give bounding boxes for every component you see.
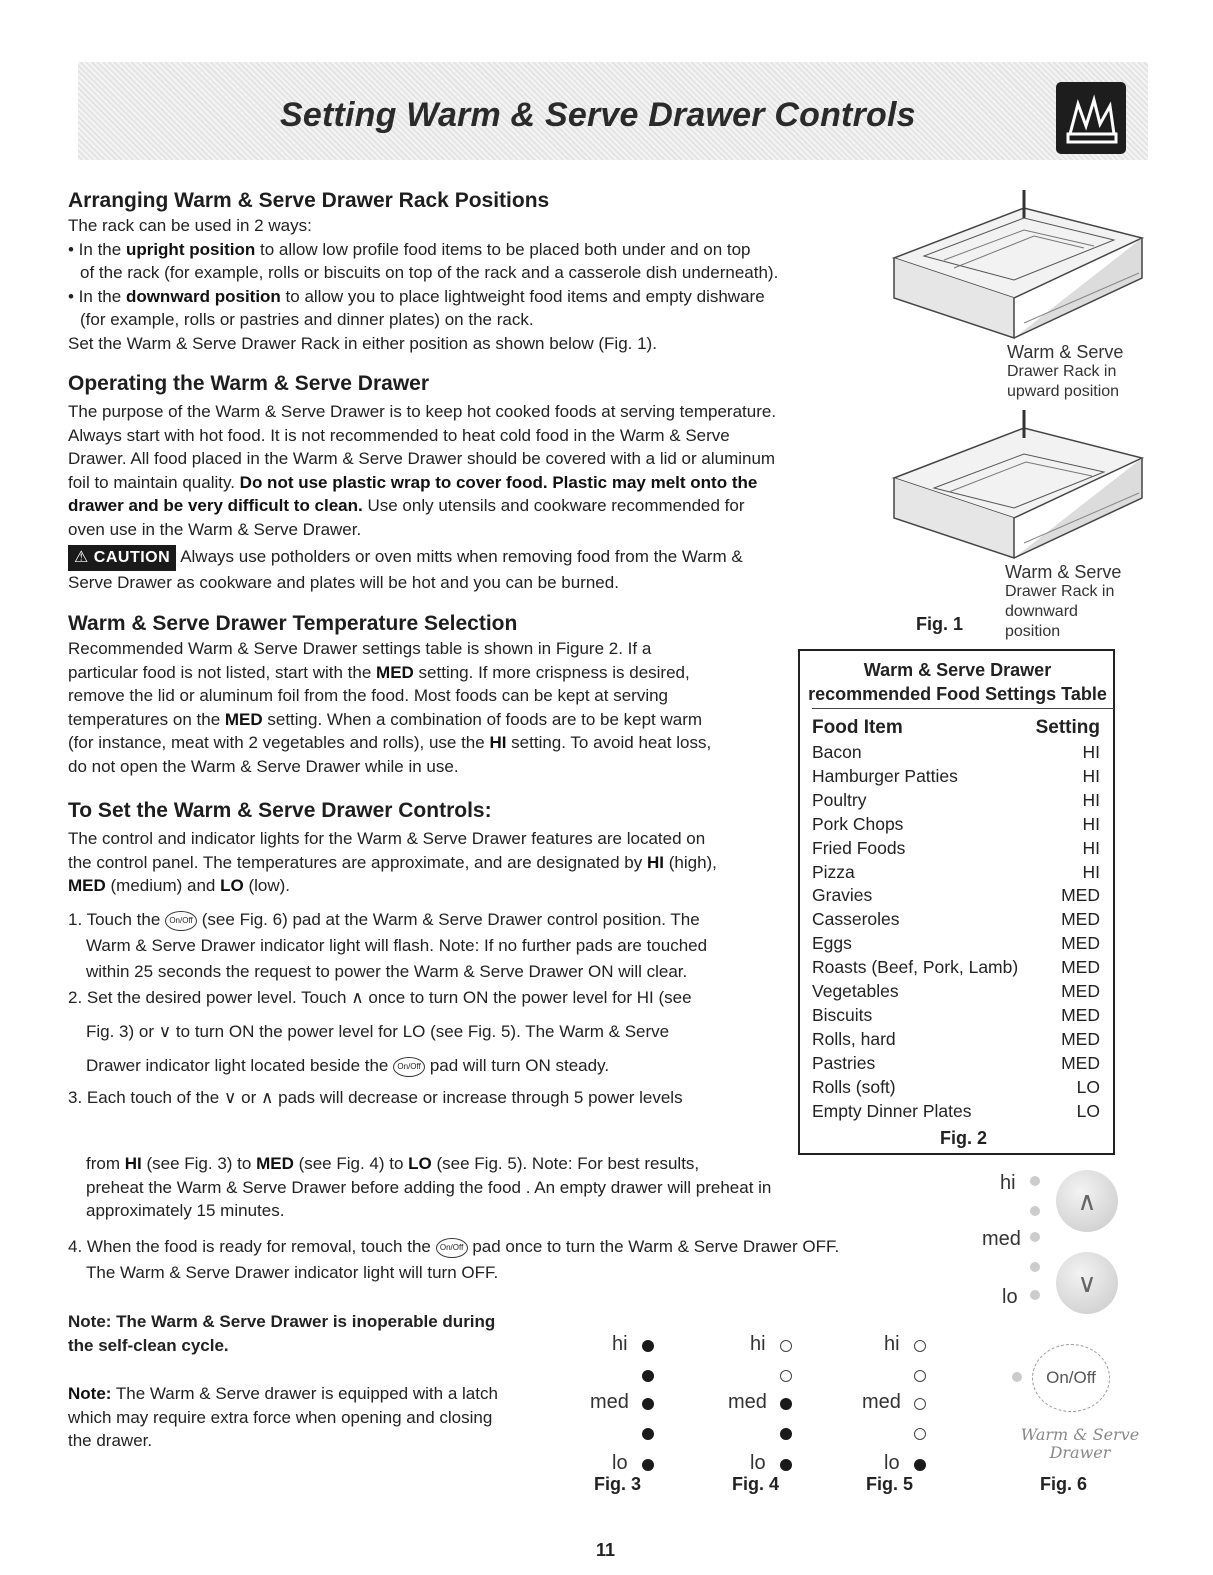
down-pad-button[interactable]: ∨ xyxy=(1056,1252,1118,1314)
text-line: The purpose of the Warm & Serve Drawer is to keep hot cooked foods at serving temperature. xyxy=(68,402,777,421)
indicator-light xyxy=(1030,1290,1040,1300)
lo-label: lo xyxy=(884,1452,900,1474)
indicator-light xyxy=(780,1398,792,1410)
down-arrow-icon: ∨ xyxy=(223,1088,237,1107)
food-item-cell: Casseroles xyxy=(812,909,900,930)
indicator-light xyxy=(780,1459,792,1471)
panel-caption xyxy=(1010,1426,1150,1462)
text-line: approximately 15 minutes. xyxy=(86,1201,285,1220)
indicator-light xyxy=(780,1340,792,1352)
setting-cell: HI xyxy=(1082,837,1100,858)
food-item-cell: Pork Chops xyxy=(812,813,904,834)
table-row xyxy=(812,1051,1100,1075)
text-line: of the rack (for example, rolls or biscuits on top of the rack and a casserole dish underneath). xyxy=(80,263,779,282)
drawer-rack-downward-illustration xyxy=(874,408,1144,568)
caution-badge: ⚠ CAUTION xyxy=(68,545,176,571)
fig3-label: Fig. 3 xyxy=(594,1474,642,1494)
text-line: • In the upright position to allow low profile food items to be placed both under and on top xyxy=(68,239,751,259)
setting-cell: MED xyxy=(1061,909,1100,930)
indicator-light xyxy=(642,1398,654,1410)
column-header-food-item: Food Item xyxy=(812,717,903,738)
fig1-label: Fig. 1 xyxy=(916,614,964,634)
setting-cell: HI xyxy=(1082,813,1100,834)
table-row xyxy=(812,1027,1100,1051)
text-line: particular food is not listed, start with the MED setting. If more crispness is desired, xyxy=(68,662,690,682)
indicator-light xyxy=(642,1340,654,1352)
section-set-controls-body xyxy=(68,827,788,898)
table-row xyxy=(812,1003,1100,1027)
text-line: preheat the Warm & Serve Drawer before adding the food . An empty drawer will preheat in xyxy=(86,1177,772,1197)
step-3-continued xyxy=(86,1152,966,1223)
table-title-line: Warm & Serve Drawer xyxy=(863,660,1052,680)
indicator-light xyxy=(780,1428,792,1440)
text-line: the control panel. The temperatures are approximate, and are designated by HI (high), xyxy=(68,852,717,872)
note-latch xyxy=(68,1382,568,1453)
fig6-label: Fig. 6 xyxy=(1040,1474,1088,1494)
food-item-cell: Pastries xyxy=(812,1052,876,1073)
table-row xyxy=(812,740,1100,764)
text-line: from HI (see Fig. 3) to MED (see Fig. 4) to LO (see Fig. 5). Note: For best results, xyxy=(86,1154,700,1173)
page-number: 11 xyxy=(596,1540,616,1560)
step-1: 1. Touch the On/Off (see Fig. 6) pad at the Warm & Serve Drawer control position. The xyxy=(68,910,700,929)
setting-cell: HI xyxy=(1082,861,1100,882)
section-heading-set-controls: To Set the Warm & Serve Drawer Controls: xyxy=(68,799,492,822)
text-line: the self-clean cycle. xyxy=(68,1335,229,1355)
food-item-cell: Eggs xyxy=(812,933,852,954)
table-row xyxy=(812,1075,1100,1099)
panel-lo-label: lo xyxy=(1002,1286,1018,1308)
setting-cell: MED xyxy=(1061,885,1100,906)
setting-cell: MED xyxy=(1061,957,1100,978)
section-rack-positions-body xyxy=(68,214,868,355)
setting-cell: HI xyxy=(1082,789,1100,810)
indicator-light xyxy=(914,1340,926,1352)
indicator-light xyxy=(1030,1262,1040,1272)
up-arrow-icon: ∧ xyxy=(351,988,364,1007)
section-heading-rack-positions: Arranging Warm & Serve Drawer Rack Positions xyxy=(68,189,550,212)
table-row xyxy=(812,812,1100,836)
text-line: MED (medium) and LO (low). xyxy=(68,876,290,895)
onoff-pad-icon: On/Off xyxy=(165,911,197,931)
text-line: within 25 seconds the request to power the Warm & Serve Drawer ON will clear. xyxy=(86,962,688,981)
caption-line: downward xyxy=(1005,603,1078,620)
panel-caption-line: Drawer xyxy=(1049,1443,1111,1462)
caption-line: Drawer Rack in xyxy=(1005,583,1115,600)
med-label: med xyxy=(862,1391,901,1413)
food-item-cell: Rolls (soft) xyxy=(812,1076,896,1097)
text-line: Note: The Warm & Serve Drawer is inoperable during xyxy=(68,1312,496,1331)
section-temperature-body xyxy=(68,637,788,778)
step-3: 3. Each touch of the ∨ or ∧ pads will decrease or increase through 5 power levels xyxy=(68,1088,683,1107)
indicator-light xyxy=(1030,1232,1040,1242)
food-item-cell: Fried Foods xyxy=(812,837,906,858)
column-header-setting: Setting xyxy=(1035,717,1100,738)
caption-line: Warm & Serve xyxy=(1005,562,1122,582)
text-line: Warm & Serve Drawer indicator light will flash. Note: If no further pads are touched xyxy=(86,936,708,955)
med-label: med xyxy=(728,1391,767,1413)
text-line: do not open the Warm & Serve Drawer while in use. xyxy=(68,756,459,776)
indicator-light xyxy=(780,1370,792,1382)
indicator-light xyxy=(1030,1176,1040,1186)
indicator-light xyxy=(642,1459,654,1471)
caption-line: upward position xyxy=(1007,383,1120,400)
setting-cell: LO xyxy=(1076,1100,1100,1121)
caption-line: Warm & Serve xyxy=(1007,342,1124,362)
text-line: Drawer indicator light located beside the On/Off pad will turn ON steady. xyxy=(86,1056,610,1075)
setting-cell: HI xyxy=(1082,765,1100,786)
page-title: Setting Warm & Serve Drawer Controls xyxy=(280,96,916,134)
text-line: Recommended Warm & Serve Drawer settings table is shown in Figure 2. If a xyxy=(68,639,652,658)
down-arrow-icon: ∨ xyxy=(158,1022,172,1041)
table-row xyxy=(812,979,1100,1003)
food-item-cell: Bacon xyxy=(812,742,862,762)
table-header-row xyxy=(812,716,1100,740)
food-item-cell: Gravies xyxy=(812,885,873,906)
text-line: (for example, rolls or pastries and dinner plates) on the rack. xyxy=(80,310,534,329)
setting-cell: HI xyxy=(1082,742,1100,762)
food-item-cell: Pizza xyxy=(812,861,855,882)
text-line: The Warm & Serve Drawer indicator light will turn OFF. xyxy=(86,1263,499,1282)
indicator-light xyxy=(914,1398,926,1410)
text-line: oven use in the Warm & Serve Drawer. xyxy=(68,519,362,539)
food-item-cell: Vegetables xyxy=(812,981,899,1001)
section-heading-temperature: Warm & Serve Drawer Temperature Selection xyxy=(68,612,518,635)
indicator-light xyxy=(914,1370,926,1382)
table-row xyxy=(812,883,1100,907)
text-line: Note: The Warm & Serve drawer is equipped with a latch xyxy=(68,1384,498,1403)
panel-hi-label: hi xyxy=(1000,1172,1016,1194)
hand-drawer-icon xyxy=(1056,82,1126,154)
setting-cell: LO xyxy=(1076,1076,1100,1097)
step-4 xyxy=(68,1234,968,1286)
table-divider xyxy=(812,708,1114,709)
text-line: which may require extra force when opening and closing xyxy=(68,1407,493,1427)
food-item-cell: Hamburger Patties xyxy=(812,765,958,786)
table-title-line: recommended Food Settings Table xyxy=(808,684,1107,704)
hi-label: hi xyxy=(612,1333,628,1355)
table-row xyxy=(812,931,1100,955)
hi-label: hi xyxy=(884,1333,900,1355)
fig1-caption-downward xyxy=(1005,562,1121,642)
food-item-cell: Rolls, hard xyxy=(812,1028,896,1049)
table-row xyxy=(812,788,1100,812)
lo-label: lo xyxy=(750,1452,766,1474)
table-row xyxy=(812,1099,1100,1123)
text-line: Fig. 3) or ∨ to turn ON the power level for LO (see Fig. 5). The Warm & Serve xyxy=(86,1022,670,1041)
text-line: Always start with hot food. It is not recommended to heat cold food in the Warm & Serve xyxy=(68,425,730,445)
table-title xyxy=(800,658,1115,706)
indicator-light xyxy=(1030,1206,1040,1216)
text-line: the drawer. xyxy=(68,1431,153,1450)
panel-med-label: med xyxy=(982,1228,1021,1250)
steps-list xyxy=(68,907,788,1111)
onoff-pad-icon: On/Off xyxy=(436,1238,468,1258)
table-row xyxy=(812,764,1100,788)
panel-caption-line: Warm & Serve xyxy=(1020,1425,1140,1444)
table-row xyxy=(812,836,1100,860)
section-heading-operating: Operating the Warm & Serve Drawer xyxy=(68,372,429,395)
fig5-label: Fig. 5 xyxy=(866,1474,914,1494)
caption-line: position xyxy=(1005,623,1061,640)
note-self-clean xyxy=(68,1310,568,1357)
text-line: The rack can be used in 2 ways: xyxy=(68,216,312,235)
setting-cell: MED xyxy=(1061,1028,1100,1049)
indicator-light xyxy=(914,1459,926,1471)
text-line: Set the Warm & Serve Drawer Rack in either position as shown below (Fig. 1). xyxy=(68,333,657,353)
med-label: med xyxy=(590,1391,629,1413)
food-item-cell: Poultry xyxy=(812,789,867,810)
setting-cell: MED xyxy=(1061,1052,1100,1073)
table-row xyxy=(812,907,1100,931)
indicator-light xyxy=(1012,1372,1022,1382)
setting-cell: MED xyxy=(1061,981,1100,1001)
food-item-cell: Roasts (Beef, Pork, Lamb) xyxy=(812,957,1019,978)
food-item-cell: Empty Dinner Plates xyxy=(812,1100,972,1121)
section-operating-body xyxy=(68,400,868,594)
indicator-light xyxy=(642,1370,654,1382)
food-item-cell: Biscuits xyxy=(812,1004,873,1025)
caption-line: Drawer Rack in xyxy=(1007,363,1117,380)
lo-label: lo xyxy=(612,1452,628,1474)
onoff-pad-button[interactable]: On/Off xyxy=(1032,1344,1110,1412)
control-panel-illustration xyxy=(960,1162,1160,1502)
setting-cell: MED xyxy=(1061,933,1100,954)
text-line: 4. When the food is ready for removal, touch the On/Off pad once to turn the Warm & Serve Drawer OFF. xyxy=(68,1237,840,1256)
text-line: temperatures on the MED setting. When a combination of foods are to be kept warm xyxy=(68,709,703,729)
up-pad-button[interactable]: ∧ xyxy=(1056,1170,1118,1232)
fig2-label: Fig. 2 xyxy=(940,1128,988,1148)
drawer-rack-upward-illustration xyxy=(874,188,1144,348)
text-line: (for instance, meat with 2 vegetables and rolls), use the HI setting. To avoid heat loss, xyxy=(68,733,712,752)
text-line: Drawer. All food placed in the Warm & Serve Drawer should be covered with a lid or aluminum xyxy=(68,449,776,468)
onoff-pad-icon: On/Off xyxy=(393,1057,425,1077)
table-row xyxy=(812,860,1100,884)
caution-line: ⚠ CAUTION Always use potholders or oven mitts when removing food from the Warm & xyxy=(68,545,868,571)
text-line: remove the lid or aluminum foil from the food. Most foods can be kept at serving xyxy=(68,686,669,705)
setting-cell: MED xyxy=(1061,1004,1100,1025)
indicator-light xyxy=(642,1428,654,1440)
step-2: 2. Set the desired power level. Touch ∧ once to turn ON the power level for HI (see xyxy=(68,988,692,1007)
text-line: foil to maintain quality. Do not use plastic wrap to cover food. Plastic may melt onto the xyxy=(68,472,758,492)
fig4-label: Fig. 4 xyxy=(732,1474,780,1494)
indicator-light xyxy=(914,1428,926,1440)
text-line: The control and indicator lights for the Warm & Serve Drawer features are located on xyxy=(68,829,706,848)
text-line: Serve Drawer as cookware and plates will be hot and you can be burned. xyxy=(68,572,619,592)
fig1-caption-upward xyxy=(1007,342,1123,402)
table-row xyxy=(812,955,1100,979)
hi-label: hi xyxy=(750,1333,766,1355)
text-line: • In the downward position to allow you to place lightweight food items and empty dishware xyxy=(68,286,765,306)
up-arrow-icon: ∧ xyxy=(260,1088,274,1107)
text-line: drawer and be very difficult to clean. Use only utensils and cookware recommended for xyxy=(68,496,745,515)
